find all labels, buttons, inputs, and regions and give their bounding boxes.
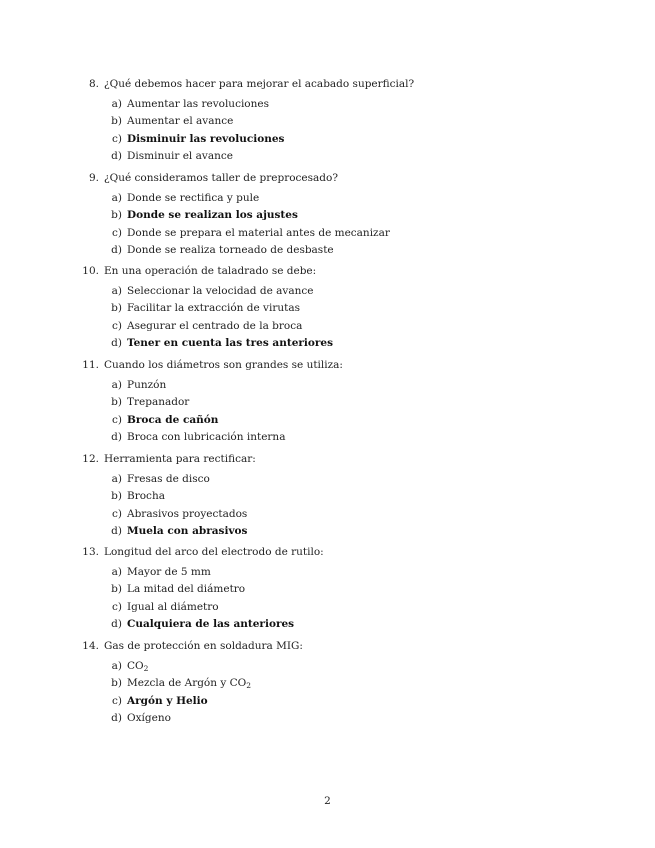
option-letter: a) (111, 98, 122, 110)
answer-option (0, 617, 655, 631)
option-label: Argón y Helio (127, 694, 208, 707)
option-label: CO (127, 660, 144, 672)
option-text (127, 149, 233, 163)
option-text (127, 600, 219, 614)
option-text-correct (127, 132, 284, 146)
question-number: 13. (82, 546, 99, 558)
answer-option (0, 676, 655, 690)
option-letter: c) (112, 132, 122, 145)
answer-option (0, 413, 655, 427)
answer-option (0, 507, 655, 521)
answer-option (0, 191, 655, 205)
option-label: Seleccionar la velocidad de avance (127, 285, 314, 297)
subscript: 2 (246, 681, 252, 691)
option-label: Donde se realizan los ajustes (127, 209, 298, 222)
option-letter: b) (111, 209, 122, 222)
option-label: Mayor de 5 mm (127, 566, 211, 578)
question-number: 14. (82, 640, 99, 652)
option-text (127, 114, 233, 128)
answer-option (0, 659, 655, 673)
question-number: 8. (88, 78, 99, 90)
option-letter: d) (111, 711, 122, 724)
option-label: Abrasivos proyectados (127, 507, 248, 520)
option-label: La mitad del diámetro (127, 583, 246, 596)
option-letter: d) (111, 430, 122, 443)
option-label: Aumentar el avance (127, 115, 234, 128)
answer-option (0, 582, 655, 596)
option-letter: a) (111, 660, 122, 672)
option-letter: a) (111, 566, 122, 578)
answer-option (0, 600, 655, 614)
option-letter: b) (111, 677, 122, 690)
option-label: Disminuir las revoluciones (127, 132, 285, 145)
page-number: 2 (324, 795, 331, 807)
option-label: Tener en cuenta las tres anteriores (127, 336, 334, 349)
option-text (127, 565, 211, 579)
option-label: Disminuir el avance (127, 149, 233, 162)
option-text (127, 582, 245, 596)
option-text-correct (127, 336, 333, 350)
option-letter: d) (111, 524, 122, 537)
option-letter: c) (112, 319, 122, 332)
option-text-correct (127, 413, 218, 427)
option-letter: a) (111, 473, 122, 485)
option-label: Punzón (127, 379, 167, 391)
option-letter: a) (111, 285, 122, 297)
answer-option (0, 472, 655, 486)
question-text: Longitud del arco del electrodo de rutilo: (104, 546, 324, 558)
option-text (127, 659, 148, 673)
option-text (127, 319, 302, 333)
option-letter: d) (111, 617, 122, 630)
option-text (127, 507, 247, 521)
option-label: Cualquiera de las anteriores (127, 617, 295, 630)
option-letter: b) (111, 302, 122, 315)
option-label: Facilitar la extracción de virutas (127, 302, 300, 315)
option-label: Donde se prepara el material antes de mecanizar (127, 226, 390, 239)
option-letter: b) (111, 396, 122, 409)
option-text (127, 226, 390, 240)
question-text: Gas de protección en soldadura MIG: (104, 640, 303, 652)
answer-option (0, 565, 655, 579)
option-label: Brocha (127, 490, 165, 503)
option-label: Oxígeno (127, 711, 171, 724)
answer-option (0, 97, 655, 111)
answer-option (0, 132, 655, 146)
question-text: Herramienta para rectificar: (104, 453, 256, 465)
option-letter: d) (111, 243, 122, 256)
question-text: En una operación de taladrado se debe: (104, 265, 317, 277)
option-label: Trepanador (127, 396, 190, 409)
option-text (127, 301, 300, 315)
option-letter: c) (112, 600, 122, 613)
option-text (127, 676, 251, 690)
option-label: Donde se rectifica y pule (127, 192, 260, 204)
answer-option (0, 301, 655, 315)
answer-option (0, 226, 655, 240)
option-label: Aumentar las revoluciones (127, 98, 269, 110)
answer-option (0, 149, 655, 163)
option-text-correct (127, 208, 298, 222)
option-text (127, 243, 334, 257)
question-number: 9. (88, 172, 99, 184)
answer-option (0, 208, 655, 222)
option-text (127, 97, 269, 111)
answer-option (0, 430, 655, 444)
option-text (127, 395, 189, 409)
question-text: ¿Qué consideramos taller de preprocesado? (104, 172, 338, 184)
answer-option (0, 378, 655, 392)
answer-option (0, 711, 655, 725)
answer-option (0, 336, 655, 350)
answer-option (0, 243, 655, 257)
option-text (127, 711, 171, 725)
option-letter: d) (111, 336, 122, 349)
option-text (127, 378, 166, 392)
option-letter: a) (111, 379, 122, 391)
option-letter: c) (112, 413, 122, 426)
answer-option (0, 284, 655, 298)
option-text-correct (127, 617, 294, 631)
option-letter: b) (111, 583, 122, 596)
option-label: Donde se realiza torneado de desbaste (127, 243, 334, 256)
answer-option (0, 319, 655, 333)
question-number: 11. (82, 359, 99, 371)
question-text: ¿Qué debemos hacer para mejorar el acabado superficial? (104, 78, 415, 90)
option-label: Asegurar el centrado de la broca (127, 319, 303, 332)
option-letter: c) (112, 507, 122, 520)
question-number: 12. (82, 453, 99, 465)
option-label: Broca de cañón (127, 413, 219, 426)
answer-option (0, 489, 655, 503)
option-text (127, 430, 285, 444)
option-label: Mezcla de Argón y CO (127, 677, 247, 690)
answer-option (0, 524, 655, 538)
option-text (127, 472, 210, 486)
option-letter: c) (112, 226, 122, 239)
option-label: Fresas de disco (127, 473, 210, 485)
option-text (127, 191, 259, 205)
question-text: Cuando los diámetros son grandes se utiliza: (104, 359, 343, 371)
question-number: 10. (82, 265, 99, 277)
answer-option (0, 694, 655, 708)
option-letter: b) (111, 115, 122, 128)
answer-option (0, 114, 655, 128)
option-text-correct (127, 524, 247, 538)
option-text (127, 284, 313, 298)
option-letter: c) (112, 694, 122, 707)
option-label: Igual al diámetro (127, 600, 219, 613)
option-label: Broca con lubricación interna (127, 430, 286, 443)
answer-option (0, 395, 655, 409)
option-letter: d) (111, 149, 122, 162)
subscript: 2 (143, 664, 149, 673)
option-text-correct (127, 694, 208, 708)
option-letter: b) (111, 490, 122, 503)
option-letter: a) (111, 192, 122, 204)
option-text (127, 489, 165, 503)
option-label: Muela con abrasivos (127, 524, 248, 537)
